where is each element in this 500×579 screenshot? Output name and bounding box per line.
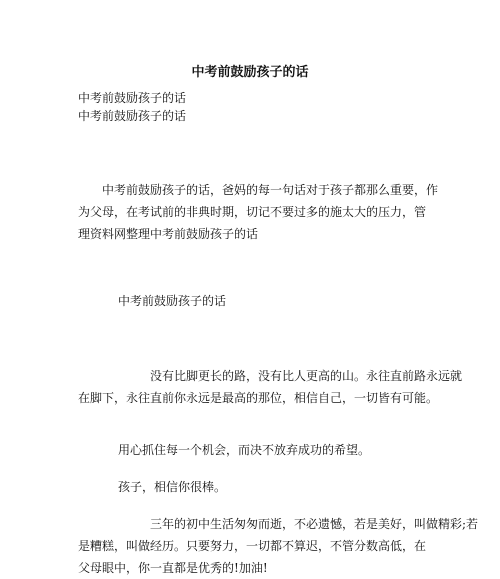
- subtitle-line-1: 中考前鼓励孩子的话: [78, 91, 187, 105]
- intro-line-3: 理资料网整理中考前鼓励孩子的话: [78, 227, 259, 241]
- section-heading: 中考前鼓励孩子的话: [118, 294, 227, 308]
- paragraph-1-line-2: 在脚下，永往直前你永远是最高的那位，相信自己，一切皆有可能。: [78, 391, 439, 405]
- paragraph-1-line-1: 没有比脚更长的路，没有比人更高的山。永往直前路永远就: [78, 369, 463, 383]
- document-title: 中考前鼓励孩子的话: [191, 65, 309, 80]
- paragraph-2: 用心抓住每一个机会，而决不放弃成功的希望。: [118, 443, 371, 457]
- paragraph-4-line-2: 是糟糕，叫做经历。只要努力，一切都不算迟，不管分数高低，在: [78, 539, 427, 553]
- intro-paragraph: [78, 179, 439, 245]
- paragraph-4: [78, 513, 479, 579]
- paragraph-1: [78, 365, 463, 409]
- intro-line-1: 中考前鼓励孩子的话，爸妈的每一句话对于孩子都那么重要，作: [78, 183, 439, 197]
- paragraph-4-line-1: 三年的初中生活匆匆而逝，不必遗憾，若是美好，叫做精彩;若: [78, 517, 479, 531]
- paragraph-4-line-3: 父母眼中，你一直都是优秀的!加油!: [78, 561, 268, 575]
- subtitle-line-2: 中考前鼓励孩子的话: [78, 109, 187, 123]
- intro-line-2: 为父母，在考试前的非典时期，切记不要过多的施太大的压力，管: [78, 205, 427, 219]
- paragraph-3: 孩子，相信你很棒。: [118, 480, 227, 494]
